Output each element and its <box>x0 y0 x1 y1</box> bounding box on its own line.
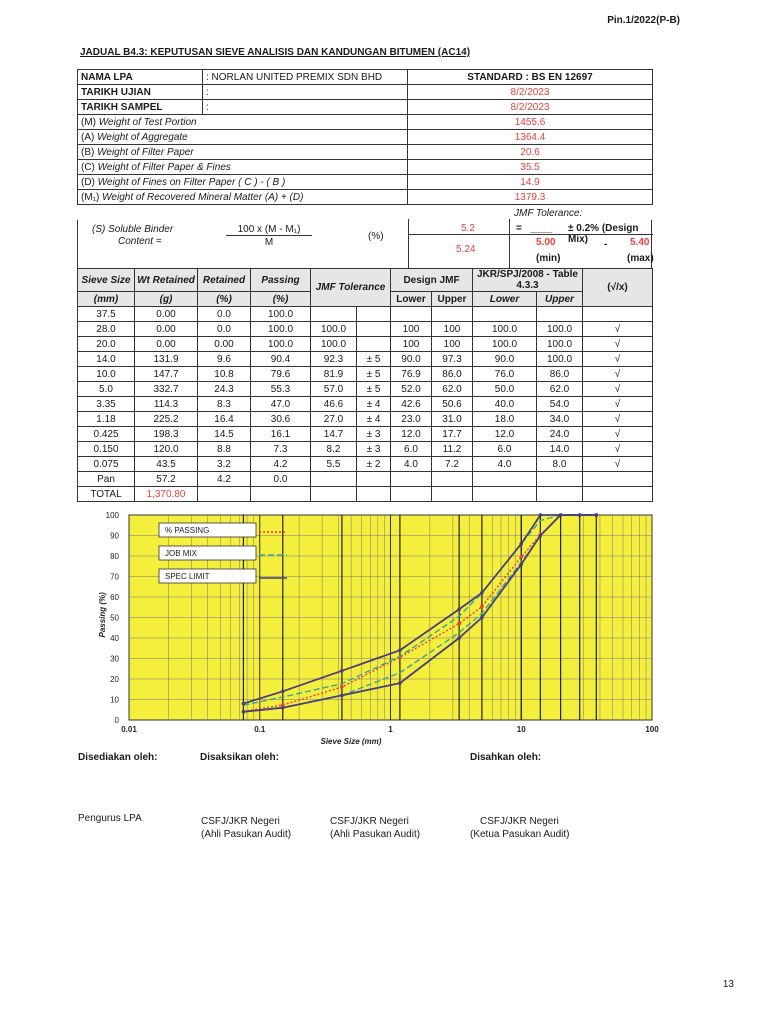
pan-weight: 57.2 <box>135 472 198 487</box>
soluble-binder-label-2: Content = <box>118 236 162 247</box>
info-row-text: Weight of Filter Paper <box>97 146 194 158</box>
sieve-row <box>78 352 653 367</box>
jmf-target: 100.0 <box>311 337 357 352</box>
spec-upper: 24.0 <box>537 427 583 442</box>
data-point <box>281 706 285 710</box>
wt-retained: 225.2 <box>135 412 198 427</box>
header-retained: Retained <box>198 269 251 292</box>
jmf-tolerance: ± 5 <box>357 382 391 397</box>
spec-upper <box>537 307 583 322</box>
y-tick-label: 60 <box>110 593 119 602</box>
retained-pct: 3.2 <box>198 457 251 472</box>
jmf-target: 92.3 <box>311 352 357 367</box>
passing-pct: 100.0 <box>251 307 311 322</box>
min-value: 5.00 <box>536 237 556 248</box>
spec-upper: 100.0 <box>537 352 583 367</box>
jmf-tolerance <box>357 337 391 352</box>
sieve-size: 14.0 <box>78 352 135 367</box>
data-point <box>480 616 484 620</box>
compliance-check: √ <box>583 457 653 472</box>
spec-upper: 100.0 <box>537 322 583 337</box>
jmf-tolerance <box>357 322 391 337</box>
y-tick-label: 0 <box>114 716 119 725</box>
wt-retained: 332.7 <box>135 382 198 397</box>
legend-label: SPEC LIMIT <box>165 572 210 581</box>
total-label: TOTAL <box>78 487 135 502</box>
data-point <box>398 649 402 653</box>
sieve-size: 0.425 <box>78 427 135 442</box>
wt-retained: 0.00 <box>135 337 198 352</box>
jmf-target <box>311 307 357 322</box>
wt-retained: 147.7 <box>135 367 198 382</box>
x-tick-label: 1 <box>388 725 393 734</box>
data-point <box>559 513 563 517</box>
retained-pct: 24.3 <box>198 382 251 397</box>
spec-upper: 100.0 <box>537 337 583 352</box>
sieve-size: 10.0 <box>78 367 135 382</box>
retained-pct: 0.00 <box>198 337 251 352</box>
signatory-2-org: CSFJ/JKR Negeri <box>201 816 280 827</box>
jmf-tolerance: ± 4 <box>357 397 391 412</box>
y-tick-label: 80 <box>110 552 119 561</box>
data-point <box>457 636 461 640</box>
design-lower: 23.0 <box>391 412 432 427</box>
jmf-target: 27.0 <box>311 412 357 427</box>
header-sieve-size: Sieve Size <box>78 269 135 292</box>
design-upper: 100 <box>432 322 473 337</box>
jmf-tolerance: ± 5 <box>357 367 391 382</box>
pan-passing: 0.0 <box>251 472 311 487</box>
signatory-manager: Pengurus LPA <box>78 813 142 824</box>
soluble-binder-block <box>77 208 654 270</box>
passing-pct: 30.6 <box>251 412 311 427</box>
colon: : <box>203 85 408 100</box>
jmf-tolerance: ± 5 <box>357 352 391 367</box>
signatory-3-role: (Ahli Pasukan Audit) <box>330 829 421 840</box>
passing-pct: 55.3 <box>251 382 311 397</box>
info-row-label <box>78 175 408 190</box>
tarikh-ujian-label: TARIKH UJIAN <box>78 85 203 100</box>
sample-info-table <box>77 69 653 205</box>
design-lower: 76.9 <box>391 367 432 382</box>
grading-curve-chart <box>77 508 677 748</box>
info-row-key: (M) <box>81 116 96 128</box>
data-point <box>519 555 523 559</box>
data-point <box>340 685 344 689</box>
design-lower: 4.0 <box>391 457 432 472</box>
jmf-tolerance: ± 4 <box>357 412 391 427</box>
y-tick-label: 10 <box>110 695 119 705</box>
data-point <box>340 669 344 673</box>
wt-retained: 114.3 <box>135 397 198 412</box>
passing-pct: 16.1 <box>251 427 311 442</box>
spec-upper: 14.0 <box>537 442 583 457</box>
sieve-row <box>78 367 653 382</box>
nama-lpa-label: NAMA LPA <box>78 70 203 85</box>
design-upper-label: Upper <box>432 292 473 307</box>
retained-pct: 8.3 <box>198 397 251 412</box>
spec-lower-label: Lower <box>473 292 537 307</box>
passing-pct: 100.0 <box>251 322 311 337</box>
data-point <box>519 542 523 546</box>
info-row-key: (A) <box>81 131 95 143</box>
pan-label: Pan <box>78 472 135 487</box>
info-row-label <box>78 190 408 205</box>
y-tick-label: 50 <box>110 613 119 623</box>
signatory-4-org: CSFJ/JKR Negeri <box>480 816 559 827</box>
colon: : <box>203 100 408 115</box>
jmf-tolerance: ± 3 <box>357 442 391 457</box>
tarikh-sampel-label: TARIKH SAMPEL <box>78 100 203 115</box>
header-design-jmf: Design JMF <box>391 269 473 292</box>
passing-pct: 7.3 <box>251 442 311 457</box>
spec-upper: 62.0 <box>537 382 583 397</box>
data-point <box>340 694 344 698</box>
data-point <box>398 681 402 685</box>
compliance-check <box>583 307 653 322</box>
sieve-row <box>78 412 653 427</box>
info-row-key: (B) <box>81 146 95 158</box>
design-upper: 97.3 <box>432 352 473 367</box>
design-upper: 31.0 <box>432 412 473 427</box>
jmf-target: 46.6 <box>311 397 357 412</box>
header-check: (√/x) <box>583 269 653 307</box>
jmf-tolerance <box>357 307 391 322</box>
legend-label: JOB MIX <box>165 549 198 558</box>
data-point <box>457 608 461 612</box>
jmf-target: 100.0 <box>311 322 357 337</box>
max-label: (max) <box>627 253 654 264</box>
spec-lower: 6.0 <box>473 442 537 457</box>
unit-mm: (mm) <box>78 292 135 307</box>
form-reference: Pin.1/2022(P-B) <box>607 15 680 26</box>
tarikh-ujian-value: 8/2/2023 <box>408 85 653 100</box>
jmf-tolerance: ± 3 <box>357 427 391 442</box>
spec-lower: 4.0 <box>473 457 537 472</box>
header-jmf-tolerance: JMF Tolerance <box>311 269 391 307</box>
design-upper: 100 <box>432 337 473 352</box>
compliance-check: √ <box>583 337 653 352</box>
retained-pct: 10.8 <box>198 367 251 382</box>
y-tick-label: 20 <box>110 675 119 684</box>
compliance-check: √ <box>583 352 653 367</box>
signatory-2-role: (Ahli Pasukan Audit) <box>201 829 292 840</box>
binder-value-2: 5.24 <box>456 244 476 255</box>
passing-pct: 90.4 <box>251 352 311 367</box>
info-row-text: Weight of Aggregate <box>97 131 188 143</box>
sieve-row <box>78 382 653 397</box>
max-value: 5.40 <box>630 237 650 248</box>
design-upper <box>432 307 473 322</box>
design-lower <box>391 307 432 322</box>
x-tick-label: 10 <box>516 725 526 734</box>
sieve-size: 0.150 <box>78 442 135 457</box>
y-tick-label: 40 <box>110 634 119 643</box>
wt-retained: 120.0 <box>135 442 198 457</box>
witnessed-by-label: Disaksikan oleh: <box>200 752 279 763</box>
sieve-size: 28.0 <box>78 322 135 337</box>
wt-retained: 43.5 <box>135 457 198 472</box>
signatory-3-org: CSFJ/JKR Negeri <box>330 816 409 827</box>
retained-pct: 8.8 <box>198 442 251 457</box>
sieve-row <box>78 337 653 352</box>
pan-retained: 4.2 <box>198 472 251 487</box>
sieve-size: 3.35 <box>78 397 135 412</box>
compliance-check: √ <box>583 382 653 397</box>
y-tick-label: 30 <box>110 654 119 664</box>
spec-upper: 54.0 <box>537 397 583 412</box>
tolerance-design-mix: ± 0.2% (Design Mix) <box>568 223 639 245</box>
binder-divider <box>408 234 508 235</box>
unit-pct-passing: (%) <box>251 292 311 307</box>
signatory-4-role: (Ketua Pasukan Audit) <box>470 829 570 840</box>
sieve-size: 5.0 <box>78 382 135 397</box>
design-upper: 17.7 <box>432 427 473 442</box>
min-label: (min) <box>536 253 561 264</box>
retained-pct: 16.4 <box>198 412 251 427</box>
info-row-value: 14.9 <box>408 175 653 190</box>
tolerance-blank: ____ <box>530 223 553 234</box>
data-point <box>281 690 285 694</box>
x-tick-label: 0.1 <box>254 725 266 734</box>
info-row-label <box>78 145 408 160</box>
x-tick-label: 0.01 <box>121 725 137 734</box>
x-axis-label: Sieve Size (mm) <box>320 737 382 746</box>
data-point <box>578 513 582 517</box>
sieve-size: 0.075 <box>78 457 135 472</box>
unit-pct-retained: (%) <box>198 292 251 307</box>
compliance-check: √ <box>583 367 653 382</box>
spec-lower: 12.0 <box>473 427 537 442</box>
nama-lpa-value: : NORLAN UNITED PREMIX SDN BHD <box>203 70 408 85</box>
info-row-text: Weight of Test Portion <box>98 116 197 128</box>
compliance-check: √ <box>583 397 653 412</box>
spec-upper: 8.0 <box>537 457 583 472</box>
spec-lower: 90.0 <box>473 352 537 367</box>
equals-sign: = <box>516 223 522 234</box>
info-row-value: 20.6 <box>408 145 653 160</box>
info-row-label <box>78 160 408 175</box>
design-lower: 42.6 <box>391 397 432 412</box>
spec-lower: 100.0 <box>473 322 537 337</box>
dash: - <box>604 239 608 250</box>
design-lower: 6.0 <box>391 442 432 457</box>
compliance-check: √ <box>583 322 653 337</box>
spec-upper: 34.0 <box>537 412 583 427</box>
design-lower: 100 <box>391 337 432 352</box>
total-weight: 1,370.80 <box>135 487 198 502</box>
jmf-target: 81.9 <box>311 367 357 382</box>
design-upper: 50.6 <box>432 397 473 412</box>
standard-label: STANDARD : BS EN 12697 <box>408 70 653 85</box>
data-point <box>539 513 543 517</box>
spec-lower: 18.0 <box>473 412 537 427</box>
spec-lower: 100.0 <box>473 337 537 352</box>
data-point <box>457 622 461 626</box>
binder-value-1: 5.2 <box>461 223 475 234</box>
compliance-check: √ <box>583 412 653 427</box>
x-tick-label: 100 <box>645 725 659 734</box>
jmf-tolerance: ± 2 <box>357 457 391 472</box>
info-row-key: (D) <box>81 176 95 188</box>
compliance-check: √ <box>583 442 653 457</box>
document-title: JADUAL B4.3: KEPUTUSAN SIEVE ANALISIS DAN KANDUNGAN BITUMEN (AC14) <box>80 47 471 58</box>
design-lower: 52.0 <box>391 382 432 397</box>
passing-pct: 79.6 <box>251 367 311 382</box>
info-row-value: 1455.6 <box>408 115 653 130</box>
info-row-text: Weight of Fines on Filter Paper ( C ) - ( B ) <box>97 176 286 188</box>
sieve-row <box>78 442 653 457</box>
wt-retained: 198.3 <box>135 427 198 442</box>
jmf-target: 5.5 <box>311 457 357 472</box>
design-lower: 100 <box>391 322 432 337</box>
jmf-target: 57.0 <box>311 382 357 397</box>
data-point <box>519 562 523 566</box>
data-point <box>595 513 599 517</box>
header-spec-table: JKR/SPJ/2008 - Table 4.3.3 <box>473 269 583 292</box>
design-lower: 12.0 <box>391 427 432 442</box>
data-point <box>539 534 543 538</box>
tarikh-sampel-value: 8/2/2023 <box>408 100 653 115</box>
design-lower: 90.0 <box>391 352 432 367</box>
sieve-row <box>78 457 653 472</box>
passing-pct: 4.2 <box>251 457 311 472</box>
formula-numerator: 100 x (M - M₁) <box>226 224 312 236</box>
info-row-label <box>78 130 408 145</box>
data-point <box>480 605 484 609</box>
y-axis-label: Passing (%) <box>98 592 107 638</box>
retained-pct: 0.0 <box>198 322 251 337</box>
header-passing: Passing <box>251 269 311 292</box>
retained-pct: 9.6 <box>198 352 251 367</box>
info-row-text: Weight of Recovered Mineral Matter (A) + (D) <box>102 191 304 203</box>
sieve-size: 20.0 <box>78 337 135 352</box>
legend-label: % PASSING <box>165 526 210 535</box>
header-wt-retained: Wt Retained <box>135 269 198 292</box>
page-number: 13 <box>722 979 734 990</box>
jmf-target: 14.7 <box>311 427 357 442</box>
data-point <box>242 710 246 714</box>
formula-denominator: M <box>264 237 274 248</box>
soluble-binder-label: (S) Soluble Binder <box>92 224 174 235</box>
wt-retained: 0.00 <box>135 307 198 322</box>
spec-lower: 50.0 <box>473 382 537 397</box>
info-row-label <box>78 115 408 130</box>
design-upper: 62.0 <box>432 382 473 397</box>
info-row-value: 1364.4 <box>408 130 653 145</box>
spec-lower: 40.0 <box>473 397 537 412</box>
design-upper: 11.2 <box>432 442 473 457</box>
sieve-analysis-table <box>77 268 653 502</box>
sieve-row <box>78 427 653 442</box>
passing-pct: 47.0 <box>251 397 311 412</box>
sieve-row <box>78 322 653 337</box>
info-row-value: 1379.3 <box>408 190 653 205</box>
spec-lower: 76.0 <box>473 367 537 382</box>
wt-retained: 0.00 <box>135 322 198 337</box>
y-tick-label: 70 <box>110 572 119 582</box>
compliance-check: √ <box>583 427 653 442</box>
sieve-row <box>78 397 653 412</box>
jmf-tolerance-label: JMF Tolerance: <box>514 208 583 219</box>
info-row-text: Weight of Filter Paper & Fines <box>97 161 231 173</box>
y-tick-label: 100 <box>105 511 119 520</box>
spec-upper: 86.0 <box>537 367 583 382</box>
sieve-row <box>78 307 653 322</box>
info-row-value: 35.5 <box>408 160 653 175</box>
data-point <box>242 702 246 706</box>
design-lower-label: Lower <box>391 292 432 307</box>
design-upper: 7.2 <box>432 457 473 472</box>
sieve-size: 1.18 <box>78 412 135 427</box>
prepared-by-label: Disediakan oleh: <box>78 752 158 763</box>
y-tick-label: 90 <box>110 531 119 541</box>
tolerance-divider <box>508 234 653 235</box>
info-row-key: (M₁) <box>81 191 100 203</box>
passing-pct: 100.0 <box>251 337 311 352</box>
data-point <box>480 591 484 595</box>
sieve-size: 37.5 <box>78 307 135 322</box>
spec-lower <box>473 307 537 322</box>
info-row-key: (C) <box>81 161 95 173</box>
retained-pct: 0.0 <box>198 307 251 322</box>
wt-retained: 131.9 <box>135 352 198 367</box>
approved-by-label: Disahkan oleh: <box>470 752 542 763</box>
spec-upper-label: Upper <box>537 292 583 307</box>
percent-unit: (%) <box>368 231 384 242</box>
design-upper: 86.0 <box>432 367 473 382</box>
retained-pct: 14.5 <box>198 427 251 442</box>
jmf-target: 8.2 <box>311 442 357 457</box>
unit-g: (g) <box>135 292 198 307</box>
